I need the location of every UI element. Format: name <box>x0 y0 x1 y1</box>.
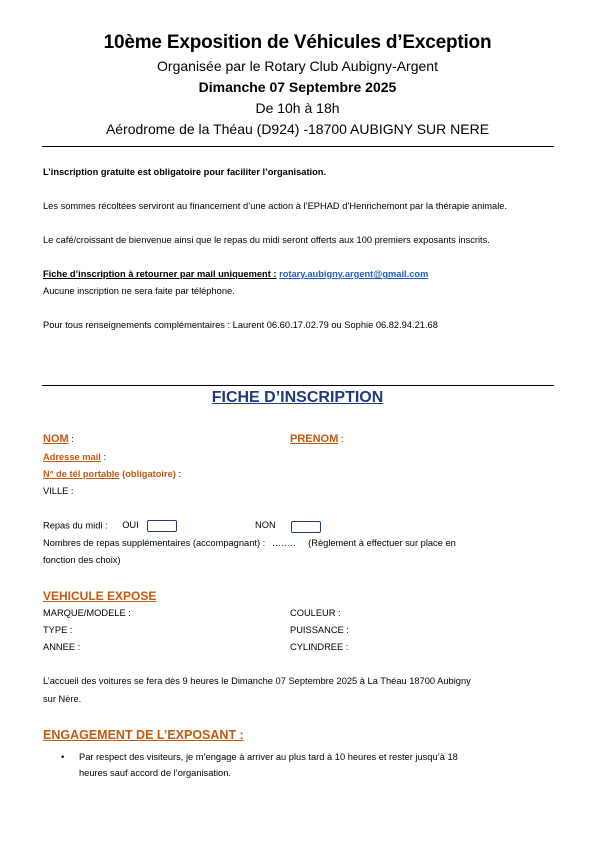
intro-return-by-mail <box>43 266 543 283</box>
event-title: 10ème Exposition de Véhicules d’Exception <box>103 32 492 53</box>
tel-label: N° de tél portable <box>43 469 120 479</box>
field-annee[interactable]: ANNEE : <box>43 642 81 652</box>
reglement-note-cont: fonction des choix) <box>43 555 121 565</box>
intro-free-registration: L’inscription gratuite est obligatoire pour faciliter l’organisation. <box>43 167 327 177</box>
intro-section <box>43 164 543 334</box>
field-prenom[interactable]: PRENOM : <box>290 433 344 445</box>
non-checkbox[interactable] <box>291 521 321 533</box>
vehicule-section-title: VEHICULE EXPOSE <box>43 589 157 603</box>
repas-label: Repas du midi : <box>43 520 108 531</box>
nom-label: NOM <box>43 433 69 445</box>
reglement-note: (Règlement à effectuer sur place en <box>308 538 456 548</box>
engagement-item: Par respect des visiteurs, je m’engage à arriver au plus tard à 10 heures et rester jusqu’à 18 heures sauf accord de l’organisation. <box>79 752 458 778</box>
field-cylindree[interactable]: CYLINDREE : <box>290 642 349 652</box>
repas-supplementaires-row[interactable] <box>43 538 456 548</box>
field-adresse-mail[interactable]: Adresse mail : <box>43 452 107 462</box>
repas-supp-dots: …….. <box>271 538 296 548</box>
tel-required-note: (obligatoire) <box>122 469 176 479</box>
field-telephone[interactable]: N° de tél portable (obligatoire) : <box>43 469 182 479</box>
field-nom[interactable]: NOM : <box>43 433 74 445</box>
intro-breakfast: Le café/croissant de bienvenue ainsi que le repas du midi seront offerts aux 100 premiers exposants inscrits. <box>43 235 490 245</box>
oui-checkbox[interactable] <box>147 520 177 532</box>
adresse-mail-label: Adresse mail <box>43 452 101 462</box>
bullet-icon: • <box>61 752 65 762</box>
field-couleur[interactable]: COULEUR : <box>290 608 341 618</box>
intro-contacts: Pour tous renseignements complémentaires : Laurent 06.60.17.02.79 ou Sophie 06.82.94.21.68 <box>43 320 438 330</box>
prenom-label: PRENOM <box>290 433 339 445</box>
intro-divider <box>42 385 554 386</box>
field-ville[interactable]: VILLE : <box>43 486 74 496</box>
accueil-note: L’accueil des voitures se fera dès 9 heures le Dimanche 07 Septembre 2025 à La Théau 18700 Aubigny <box>43 676 471 686</box>
event-hours: De 10h à 18h <box>255 100 340 116</box>
repas-supp-label: Nombres de repas supplémentaires (accompagnant) : <box>43 538 266 548</box>
repas-midi-row <box>43 520 276 532</box>
event-organizer: Organisée par le Rotary Club Aubigny-Argent <box>157 58 438 74</box>
form-title: FICHE D’INSCRIPTION <box>211 389 384 406</box>
intro-no-phone: Aucune inscription ne sera faite par téléphone. <box>43 286 235 296</box>
field-marque-modele[interactable]: MARQUE/MODELE : <box>43 608 131 618</box>
field-type[interactable]: TYPE : <box>43 625 73 635</box>
return-mail-label: Fiche d’inscription à retourner par mail uniquement : <box>43 269 277 279</box>
intro-funding: Les sommes récoltées serviront au financement d’une action à l’EPHAD d’Henrichemont par la thérapie animale. <box>43 201 508 211</box>
header-divider <box>42 146 554 147</box>
contact-email-link[interactable]: rotary.aubigny.argent@gmail.com <box>279 269 429 279</box>
oui-label: OUI <box>122 520 139 531</box>
field-puissance[interactable]: PUISSANCE : <box>290 625 349 635</box>
non-label: NON <box>255 520 276 530</box>
document-header <box>0 30 595 140</box>
engagement-section-title: ENGAGEMENT DE L’EXPOSANT : <box>43 728 244 742</box>
event-date: Dimanche 07 Septembre 2025 <box>198 79 397 95</box>
event-place: Aérodrome de la Théau (D924) -18700 AUBIGNY SUR NERE <box>105 121 490 137</box>
accueil-note-cont: sur Nère. <box>43 694 82 704</box>
